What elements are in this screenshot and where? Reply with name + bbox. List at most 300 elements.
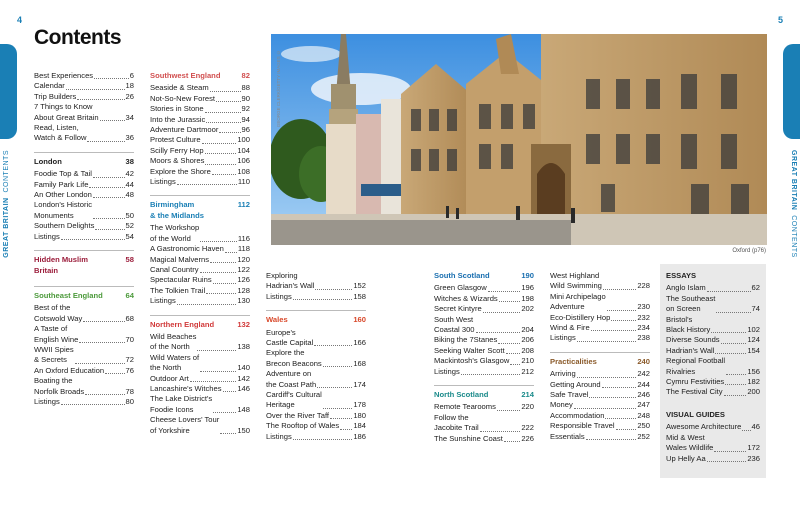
toc-entry[interactable] [550,421,650,431]
dot-leader [340,429,352,430]
toc-entry-page: 168 [353,358,366,368]
toc-entry-title: Accommodation [550,410,605,420]
section-heading[interactable] [150,71,250,81]
dot-leader [220,433,236,434]
toc-entry[interactable] [666,433,760,454]
section-heading[interactable] [666,410,760,420]
toc-column-1 [34,67,134,415]
toc-entry-page: 46 [751,422,760,432]
dot-leader [100,120,125,121]
toc-entry-title: Biking the 7Stanes [434,335,498,345]
toc-entry-page: 150 [237,425,250,435]
toc-entry-page: 166 [353,338,366,348]
dot-leader [200,272,237,273]
dot-leader [589,397,636,398]
dot-leader [177,304,237,305]
toc-entry-title: The Southeast on Screen [666,293,716,314]
section-heading[interactable] [266,315,366,325]
toc-entry[interactable] [666,294,760,315]
toc-section [666,267,760,402]
toc-entry-page: 248 [637,410,650,420]
dot-leader [715,353,746,354]
toc-entry[interactable] [150,353,250,374]
toc-entry[interactable] [550,271,650,292]
toc-entry-title: Wild Waters of the North [150,352,200,373]
toc-entry[interactable] [34,81,134,91]
toc-entry-page: 104 [237,145,250,155]
dot-leader [213,283,237,284]
toc-entry-title: Protest Culture [150,135,201,145]
dot-leader [504,441,521,442]
toc-entry-title: Witches & Wizards [434,293,498,303]
toc-entry[interactable] [34,345,134,366]
dot-leader [577,341,637,342]
dot-leader [87,141,124,142]
toc-entry[interactable] [150,415,250,436]
toc-entry[interactable] [34,180,134,190]
section-heading[interactable] [550,357,650,367]
toc-entry-title: Eco-Distillery Hop [550,312,611,322]
section-heading[interactable] [34,255,134,276]
dot-leader [93,177,125,178]
dot-leader [323,366,353,367]
toc-entry[interactable] [434,367,534,377]
toc-section [666,406,760,468]
toc-entry[interactable] [34,397,134,407]
dot-leader [483,312,521,313]
side-label-left [3,150,10,258]
toc-entry[interactable] [150,223,250,244]
toc-column-5 [550,267,650,450]
toc-entry-page: 130 [237,296,250,306]
toc-entry[interactable] [434,283,534,293]
toc-entry[interactable] [550,380,650,390]
toc-entry[interactable] [666,377,760,387]
toc-entry[interactable] [34,303,134,324]
dot-leader [225,252,237,253]
oxford-photo [271,34,767,245]
toc-entry[interactable] [434,434,534,444]
toc-entry-title: Explore the Brecon Beacons [266,348,322,368]
dot-leader [574,408,637,409]
toc-entry[interactable] [434,294,534,304]
toc-section [434,267,534,381]
toc-entry-title: Follow the Jacobite Trail [434,412,479,433]
toc-entry[interactable] [34,200,134,221]
toc-entry[interactable] [34,169,134,179]
toc-entry-title: Outdoor Art [150,373,189,383]
toc-section [550,352,650,446]
section-heading-title: South Scotland [434,271,490,280]
section-heading-page: 190 [521,271,534,280]
toc-entry[interactable] [150,135,250,145]
toc-entry[interactable] [666,315,760,336]
toc-entry-page: 232 [637,312,650,322]
dot-leader [506,353,521,354]
toc-entry-page: 90 [241,93,250,103]
dot-leader [716,312,750,313]
dot-leader [742,430,750,431]
toc-entry[interactable] [150,265,250,275]
toc-entry[interactable] [150,115,250,125]
dot-leader [605,418,636,419]
toc-entry[interactable] [550,323,650,333]
toc-entry-title: Mini Archipelago Adventure [550,291,606,312]
dot-leader [216,101,241,102]
toc-entry-title: Listings [434,366,460,376]
dot-leader [586,439,637,440]
dot-leader [616,429,637,430]
toc-entry-title: West Highland Wild Swimming [550,271,602,291]
toc-entry[interactable] [150,255,250,265]
toc-entry-page: 158 [353,291,366,301]
toc-entry-title: Best of the Cotswold Way [34,303,83,323]
toc-entry[interactable] [434,402,534,412]
dot-leader [210,262,236,263]
toc-entry-title: Getting Around [550,379,601,389]
section-heading[interactable] [150,320,250,330]
toc-entry-title: An Other London [34,190,92,200]
toc-entry-title: Boating the Norfolk Broads [34,376,85,396]
oxford-street-illustration [271,34,767,245]
toc-entry-title: A Gastronomic Haven [150,244,224,254]
toc-entry-page: 146 [237,383,250,393]
toc-entry-page: 186 [353,431,366,441]
toc-entry-page: 118 [237,244,250,254]
toc-entry[interactable] [434,304,534,314]
toc-entry[interactable] [150,83,250,93]
toc-entry-title: Mackintosh's Glasgow [434,356,510,366]
toc-column-4 [434,267,534,452]
toc-entry-page: 116 [237,233,250,243]
side-label-right [790,150,797,258]
section-heading-page: 214 [521,390,534,400]
section-tab-right [783,44,800,139]
dot-leader [497,410,520,411]
toc-entry[interactable] [550,313,650,323]
section-heading[interactable] [150,200,250,221]
toc-entry-page: 54 [125,231,134,241]
toc-entry-title: The Workshop of the World [150,223,200,243]
toc-entry-page: 236 [747,453,760,463]
toc-entry[interactable] [666,356,760,377]
toc-section [266,267,366,306]
toc-entry[interactable] [266,292,366,302]
dot-leader [607,310,637,311]
toc-entry-title: Calendar [34,81,65,91]
toc-entry[interactable] [150,94,250,104]
toc-entry-page: 96 [241,125,250,135]
dot-leader [93,197,125,198]
toc-entry-title: Cardiff's Cultural Heritage [266,390,322,410]
toc-entry[interactable] [34,102,134,123]
toc-entry[interactable] [34,221,134,231]
toc-section [550,267,650,348]
dot-leader [707,291,751,292]
toc-entry-page: 62 [751,283,760,293]
page-number-right: 5 [777,15,783,25]
section-heading-title: Birmingham & the Midlands [150,200,205,220]
toc-entry-title: Magical Malverns [150,254,210,264]
toc-entry-page: 154 [747,345,760,355]
toc-entry-page: 208 [521,345,534,355]
dot-leader [202,143,237,144]
toc-entry-title: London's Historic Monuments [34,200,93,220]
dot-leader [315,289,352,290]
section-heading[interactable] [34,157,134,167]
toc-entry-title: Listings [266,431,292,441]
toc-entry-page: 204 [521,325,534,335]
toc-entry-page: 68 [125,313,134,323]
toc-entry[interactable] [550,292,650,313]
toc-entry[interactable] [150,296,250,306]
toc-entry-page: 174 [353,379,366,389]
toc-entry[interactable] [34,366,134,376]
toc-entry-page: 156 [747,366,760,376]
side-label-left-bold: GREAT BRITAIN [3,197,10,258]
toc-entry-title: The Rooftop of Wales [266,421,340,431]
toc-entry[interactable] [34,232,134,242]
toc-entry-title: Canal Country [150,264,199,274]
toc-entry[interactable] [266,421,366,431]
toc-column-2 [150,67,250,444]
toc-entry-page: 34 [125,112,134,122]
toc-entry-page: 238 [637,333,650,343]
toc-entry[interactable] [266,328,366,349]
toc-entry-title: The Tolkien Trail [150,285,206,295]
toc-entry-page: 72 [125,355,134,365]
dot-leader [212,174,237,175]
toc-entry-title: Listings [550,333,576,343]
toc-entry[interactable] [550,411,650,421]
toc-entry[interactable] [266,271,366,292]
section-heading[interactable] [434,271,534,281]
toc-entry-page: 110 [237,177,250,187]
toc-entry-page: 106 [237,156,250,166]
dot-leader [603,289,636,290]
toc-entry-page: 210 [521,356,534,366]
section-heading-page [756,410,760,420]
toc-entry[interactable] [150,244,250,254]
dot-leader [210,91,241,92]
toc-entry[interactable] [150,146,250,156]
toc-entry-title: Cheese Lovers' Tour of Yorkshire [150,415,220,435]
toc-entry-title: Adventure on the Coast Path [266,369,317,389]
section-heading-page: 64 [125,290,134,300]
toc-entry-page: 202 [521,304,534,314]
section-heading[interactable] [434,390,534,400]
toc-entry[interactable] [34,123,134,144]
toc-entry[interactable] [434,356,534,366]
toc-entry-page: 120 [237,254,250,264]
toc-entry[interactable] [550,369,650,379]
toc-entry[interactable] [150,156,250,166]
dot-leader [714,451,746,452]
toc-entry[interactable] [434,335,534,345]
toc-entry-page: 184 [353,421,366,431]
toc-section [150,195,250,310]
toc-entry-title: Diverse Sounds [666,335,720,345]
toc-entry[interactable] [34,190,134,200]
dot-leader [206,293,236,294]
section-heading-page: 38 [125,156,134,166]
toc-entry-title: Explore the Shore [150,166,211,176]
toc-entry[interactable] [550,432,650,442]
toc-entry-title: Scilly Ferry Hop [150,145,204,155]
section-heading-title: Hidden Muslim Britain [34,255,89,275]
toc-entry[interactable] [150,275,250,285]
page-title: Contents [34,26,121,49]
toc-entry-title: Up Helly Aa [666,453,706,463]
toc-entry[interactable] [266,348,366,369]
toc-entry-page: 198 [521,293,534,303]
toc-entry-page: 36 [125,133,134,143]
toc-entry[interactable] [666,387,760,397]
toc-entry[interactable] [434,413,534,434]
toc-entry-title: Secret Kintyre [434,304,482,314]
toc-entry[interactable] [266,432,366,442]
dot-leader [602,387,637,388]
toc-entry[interactable] [266,390,366,411]
toc-entry[interactable] [666,283,760,293]
dot-leader [476,332,521,333]
dot-leader [94,78,129,79]
section-heading-page: 160 [353,315,366,325]
toc-entry[interactable] [434,346,534,356]
section-heading-page: 82 [241,71,250,80]
dot-leader [330,418,352,419]
toc-entry-page: 122 [237,264,250,274]
dot-leader [711,332,746,333]
toc-entry[interactable] [34,71,134,81]
toc-entry[interactable] [150,104,250,114]
toc-section [34,152,134,246]
toc-entry-title: Exploring Hadrian's Wall [266,271,315,291]
toc-entry[interactable] [150,374,250,384]
toc-entry-page: 252 [637,431,650,441]
dot-leader [498,343,520,344]
toc-entry[interactable] [150,394,250,415]
toc-entry-title: Safe Travel [550,390,589,400]
section-heading-title: ESSAYS [666,271,697,280]
toc-entry-page: 220 [521,402,534,412]
page-number-left: 4 [17,15,23,25]
toc-entry-title: Family Park Life [34,179,89,189]
toc-section [34,286,134,411]
toc-entry[interactable] [150,177,250,187]
dot-leader [480,431,521,432]
dot-leader [190,381,236,382]
toc-entry-title: Responsible Travel [550,421,615,431]
dot-leader [725,384,746,385]
section-heading[interactable] [34,291,134,301]
dot-leader [83,321,124,322]
toc-entry[interactable] [550,390,650,400]
toc-entry[interactable] [150,167,250,177]
toc-entry-page: 50 [125,210,134,220]
toc-entry-page: 178 [353,400,366,410]
dot-leader [314,345,352,346]
toc-entry[interactable] [34,376,134,397]
toc-entry-page: 100 [237,135,250,145]
toc-entry-page: 78 [125,386,134,396]
toc-entry-title: WWII Spies & Secrets [34,344,74,365]
dot-leader [591,330,637,331]
section-heading-title: Southeast England [34,290,103,300]
toc-entry[interactable] [150,286,250,296]
section-heading-title: London [34,156,62,166]
dot-leader [61,239,125,240]
toc-entry[interactable] [666,454,760,464]
toc-entry-title: Bristol's Black History [666,314,711,335]
toc-entry-page: 44 [125,179,134,189]
toc-entry-title: Lancashire's Witches [150,383,222,393]
toc-entry[interactable] [550,333,650,343]
toc-entry[interactable] [150,332,250,353]
toc-entry-title: Moors & Shores [150,156,205,166]
dot-leader [197,350,236,351]
toc-entry-title: Wild Beaches of the North [150,331,197,352]
side-label-right-bold: GREAT BRITAIN [790,150,797,211]
toc-entry[interactable] [666,346,760,356]
toc-entry-page: 92 [241,104,250,114]
toc-entry-title: South West Coastal 300 [434,314,475,335]
toc-entry-page: 228 [637,281,650,291]
dot-leader [89,187,124,188]
toc-entry-title: Arriving [550,369,576,379]
toc-entry-page: 94 [241,114,250,124]
toc-entry-page: 180 [353,410,366,420]
toc-entry[interactable] [150,125,250,135]
toc-section [150,315,250,440]
toc-entry-title: Europe's Castle Capital [266,327,314,348]
section-heading[interactable] [666,271,760,281]
section-heading-title: Southwest England [150,71,221,80]
toc-entry-page: 140 [237,363,250,373]
toc-entry[interactable] [266,411,366,421]
toc-entry-page: 152 [353,281,366,291]
toc-entry-title: Seaside & Steam [150,83,209,93]
dot-leader [707,461,747,462]
dot-leader [721,343,747,344]
toc-entry[interactable] [266,369,366,390]
toc-entry-page: 230 [637,302,650,312]
toc-entry[interactable] [666,335,760,345]
photo-caption: Oxford (p76) [732,248,766,254]
toc-entry[interactable] [666,422,760,432]
toc-entry-page: 126 [237,275,250,285]
section-heading-title: Northern England [150,319,215,329]
toc-entry-page: 80 [125,396,134,406]
section-tab-left [0,44,17,139]
toc-entry-title: 7 Things to Know About Great Britain [34,102,99,122]
toc-entry[interactable] [34,324,134,345]
toc-entry[interactable] [550,400,650,410]
toc-entry[interactable] [434,315,534,336]
toc-entry[interactable] [34,92,134,102]
toc-entry-title: Listings [34,231,60,241]
section-heading-title: Wales [266,315,288,325]
toc-entry[interactable] [150,384,250,394]
toc-entry-title: Listings [34,396,60,406]
toc-entry-page: 142 [237,373,250,383]
dot-leader [79,342,124,343]
toc-entry-page: 206 [521,335,534,345]
toc-entry-title: Wind & Fire [550,323,590,333]
toc-entry-page: 108 [237,166,250,176]
dot-leader [77,99,124,100]
toc-entry-title: Stories in Stone [150,104,204,114]
